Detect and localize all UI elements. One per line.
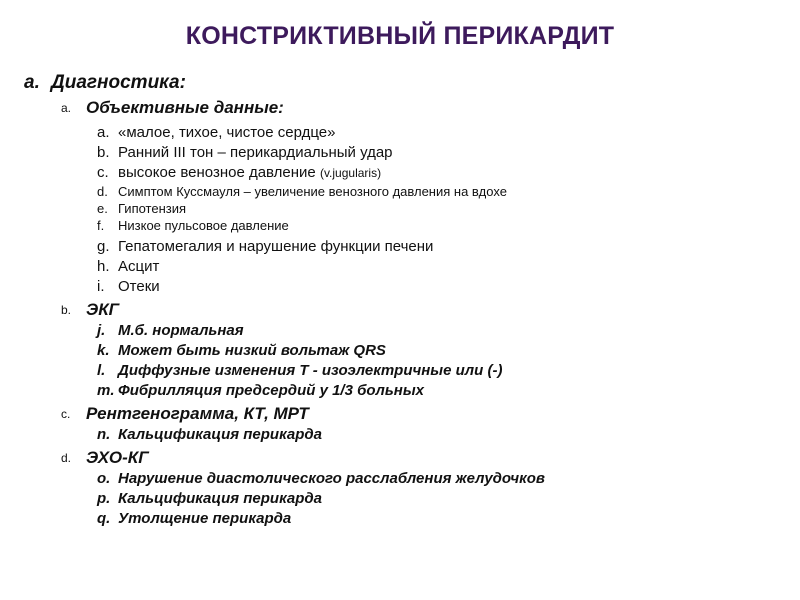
list-item: l. Диффузные изменения T - изоэлектричные или (-)	[97, 362, 503, 379]
list-item: d. Симптом Куссмауля – увеличение венозного давления на вдохе	[97, 184, 507, 199]
group-echo	[61, 448, 149, 468]
list-item: k. Может быть низкий вольтаж QRS	[97, 342, 386, 359]
group-ecg	[61, 300, 119, 320]
list-item-note: (v.jugularis)	[319, 166, 382, 180]
list-item: a. «малое, тихое, чистое сердце»	[97, 124, 336, 141]
list-item: n. Кальцификация перикарда	[97, 426, 322, 443]
list-item: o. Нарушение диастолического расслабления желудочков	[97, 470, 545, 487]
group-marker: c.	[61, 407, 71, 421]
list-item: c. высокое венозное давление (v.jugularis)	[97, 164, 382, 181]
group-marker: b.	[61, 303, 72, 317]
group-label: Объективные данные:	[86, 98, 284, 117]
list-item: m. Фибрилляция предсердий у 1/3 больных	[97, 382, 424, 399]
group-marker: d.	[61, 451, 72, 465]
group-label: Рентгенограмма, КТ, МРТ	[86, 404, 309, 423]
list-item: p. Кальцификация перикарда	[97, 490, 322, 507]
list-item: h. Асцит	[97, 258, 160, 275]
list-item: i. Отеки	[97, 278, 160, 295]
list-item: e. Гипотензия	[97, 201, 187, 216]
slide-title: КОНСТРИКТИВНЫЙ ПЕРИКАРДИТ	[185, 22, 615, 50]
list-item: j. М.б. нормальная	[97, 322, 244, 339]
list-item: f. Низкое пульсовое давление	[97, 218, 289, 233]
list-item: b. Ранний III тон – перикардиальный удар	[97, 144, 393, 161]
group-label: ЭКГ	[86, 300, 120, 319]
section-label: Диагностика:	[51, 72, 186, 93]
section-diagnostics	[24, 72, 186, 94]
group-label: ЭХО-КГ	[86, 448, 149, 467]
list-item: g. Гепатомегалия и нарушение функции печени	[97, 238, 434, 255]
section-marker: a.	[24, 72, 40, 93]
list-item: q. Утолщение перикарда	[97, 510, 292, 527]
group-objective-data	[61, 98, 284, 118]
group-marker: a.	[61, 101, 72, 115]
group-imaging	[61, 404, 309, 424]
